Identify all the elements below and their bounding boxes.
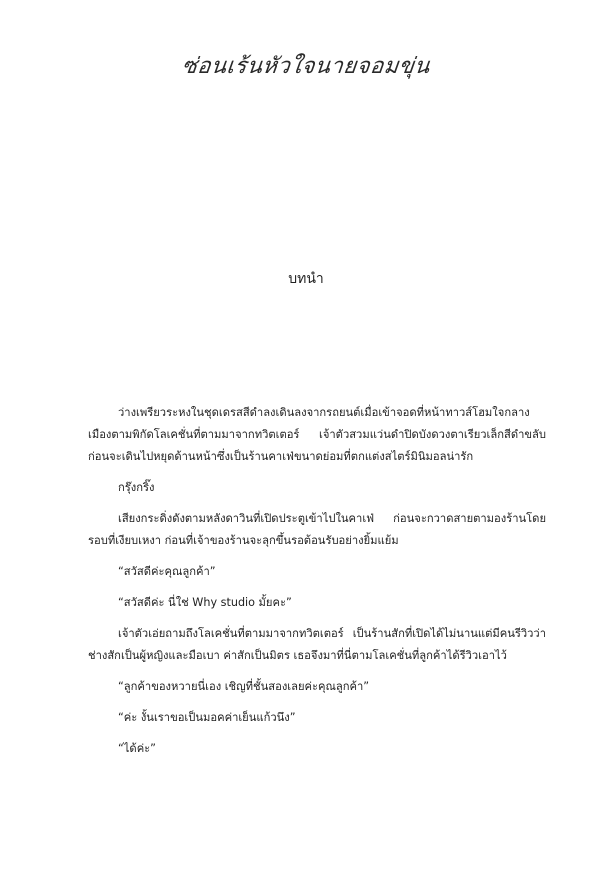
paragraph: ว่างเพรียวระหงในชุดเดรสสีดำลงเดินลงจากรถยนต์เมื่อเข้าจอดที่หน้าทาวส์โฮมใจกลางเมืองตามพิกัดโลเคชั่นที่ตามมาจากทวิตเตอร์ เจ้าตัวสวมแว่นดำปิดบังดวงตาเรียวเล็กสีดำขลับ ก่อนจะเดินไปหยุดด้านหน้าซึ่งเป็นร้านคาเฟ่ขนาดย่อมที่ตกแต่งสไตร์มินิมอลน่ารัก: [88, 406, 546, 463]
dialogue-line: “ค่ะ งั้นเราขอเป็นมอคค่าเย็นแก้วนึง”: [118, 711, 296, 724]
dialogue-line: “ได้ค่ะ”: [118, 742, 156, 755]
book-title: ซ่อนเร้นหัวใจนายจอมขุ่น: [180, 54, 432, 79]
dialogue-line: “สวัสดีค่ะ นี่ใช่ Why studio มั้ยคะ”: [118, 596, 292, 609]
chapter-title: บทนำ: [288, 271, 324, 287]
dialogue-line: “สวัสดีค่ะคุณลูกค้า”: [118, 565, 216, 578]
paragraph: เสียงกระดิ่งดังตามหลังดาวินที่เปิดประตูเข้าไปในคาเฟ่ ก่อนจะกวาดสายตามองร้านโดยรอบที่เงียบเหงา ก่อนที่เจ้าของร้านจะลุกขึ้นรอต้อนรับอย่างยิ้มแย้ม: [88, 512, 546, 547]
paragraph: กรุ๊งกริ๊ง: [118, 481, 155, 494]
dialogue-line: “ลูกค้าของหวายนี่เอง เชิญที่ชั้นสองเลยค่ะคุณลูกค้า”: [118, 680, 370, 693]
body-text: [88, 402, 546, 769]
paragraph: เจ้าตัวเอ่ยถามถึงโลเคชั่นที่ตามมาจากทวิตเตอร์ เป็นร้านสักที่เปิดได้ไม่นานแต่มีคนรีวิวว่าช่างสักเป็นผู้หญิงและมือเบา ค่าสักเป็นมิตร เธอจึงมาที่นี่ตามโลเคชั่นที่ลูกค้าได้รีวิวเอาไว้: [88, 627, 546, 662]
